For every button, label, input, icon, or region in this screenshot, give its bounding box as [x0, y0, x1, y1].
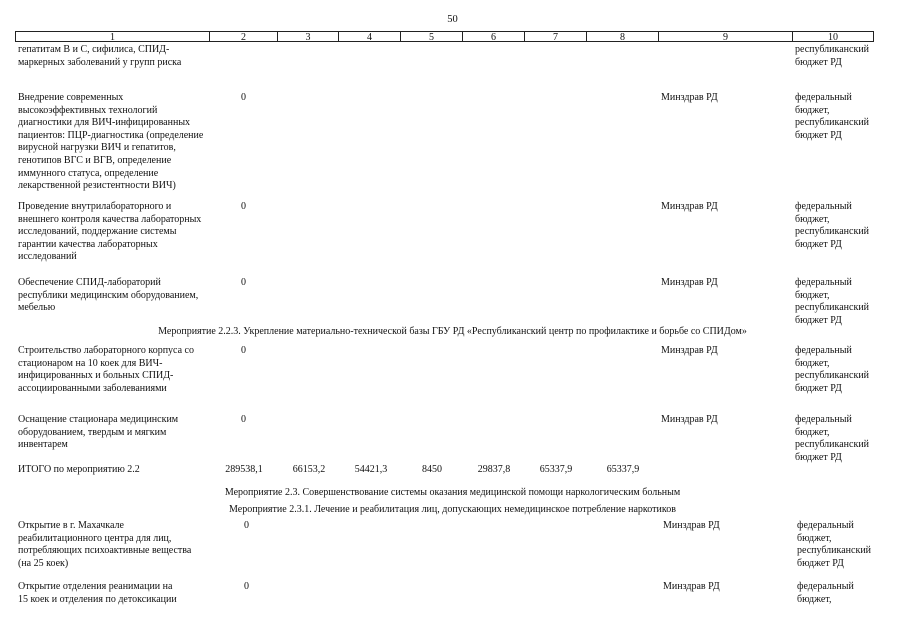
column-header-10: 10 [792, 31, 874, 42]
total-value: 54421,3 [354, 464, 388, 475]
row-budget: федеральный бюджет, республиканский бюджет РД [795, 277, 870, 326]
row-title: Открытие отделения реанимации на 15 коек и отделения по детоксикации [18, 581, 177, 605]
column-header-1: 1 [15, 31, 209, 42]
page-number: 50 [447, 14, 458, 25]
row-title: Обеспечение СПИД-лабораторий республики медицинским оборудованием, мебелью [18, 277, 199, 314]
row-value-col2: 0 [244, 520, 249, 531]
row-title: Проведение внутрилабораторного и внешнего контроля качества лабораторных исследований, поддержание системы гарантии качества лабораторных исследований [18, 201, 202, 263]
row-title: Оснащение стационара медицинским оборудованием, твердым и мягким инвентарем [18, 414, 179, 451]
row-value-col2: 0 [241, 345, 246, 356]
row-budget: федеральный бюджет, республиканский бюджет РД [795, 345, 870, 394]
row-budget: федеральный бюджет, республиканский бюджет РД [797, 520, 872, 569]
row-title: Открытие в г. Махачкале реабилитационного центра для лиц, потребляющих психоактивные вещества (на 25 коек) [18, 520, 192, 569]
section-heading-2-2-3: Мероприятие 2.2.3. Укрепление материально-технической базы ГБУ РД «Республиканский центр по профилактике и борьбе со СПИДом» [158, 326, 747, 337]
column-header-3: 3 [277, 31, 338, 42]
row-title: гепатитам В и С, сифилиса, СПИД- маркерных заболеваний у групп риска [18, 44, 182, 68]
total-value: 289538,1 [225, 464, 263, 475]
row-organization: Минздрав РД [661, 92, 718, 103]
row-value-col2: 0 [241, 414, 246, 425]
row-value-col2: 0 [241, 201, 246, 212]
row-budget: федеральный бюджет, республиканский бюджет РД [795, 201, 870, 250]
row-title: Внедрение современных высокоэффективных технологий диагностики для ВИЧ-инфицированных пациентов: ПЦР-диагностика (определение вирусной нагрузки ВИЧ и гепатитов, генотипов ВГС и ВГВ, определение иммунного статуса, определение лекарственной резистентности ВИЧ) [18, 92, 204, 192]
column-header-4: 4 [338, 31, 400, 42]
row-organization: Минздрав РД [661, 277, 718, 288]
row-budget: федеральный бюджет, [797, 581, 854, 605]
column-header-8: 8 [586, 31, 658, 42]
row-organization: Минздрав РД [661, 201, 718, 212]
total-label: ИТОГО по мероприятию 2.2 [18, 464, 140, 475]
row-organization: Минздрав РД [661, 414, 718, 425]
row-value-col2: 0 [244, 581, 249, 592]
row-organization: Минздрав РД [661, 345, 718, 356]
total-value: 65337,9 [539, 464, 573, 475]
row-value-col2: 0 [241, 277, 246, 288]
column-header-2: 2 [209, 31, 277, 42]
column-header-6: 6 [462, 31, 524, 42]
total-value: 65337,9 [606, 464, 640, 475]
column-header-9: 9 [658, 31, 792, 42]
section-heading-2-3: Мероприятие 2.3. Совершенствование системы оказания медицинской помощи наркологическим больным [224, 487, 681, 498]
row-budget: федеральный бюджет, республиканский бюджет РД [795, 92, 870, 141]
column-header-7: 7 [524, 31, 586, 42]
total-value: 29837,8 [477, 464, 511, 475]
total-value: 66153,2 [292, 464, 326, 475]
row-budget: федеральный бюджет, республиканский бюджет РД [795, 414, 870, 463]
row-budget: республиканский бюджет РД [795, 44, 870, 68]
column-header-5: 5 [400, 31, 462, 42]
total-value: 8450 [422, 464, 442, 475]
row-organization: Минздрав РД [663, 581, 720, 592]
row-title: Строительство лабораторного корпуса со стационаром на 10 коек для ВИЧ- инфицированных и больных СПИД- ассоциированными заболеваниями [18, 345, 194, 394]
row-organization: Минздрав РД [663, 520, 720, 531]
row-value-col2: 0 [241, 92, 246, 103]
section-heading-2-3-1: Мероприятие 2.3.1. Лечение и реабилитация лиц, допускающих немедицинское потребление наркотиков [229, 504, 676, 515]
